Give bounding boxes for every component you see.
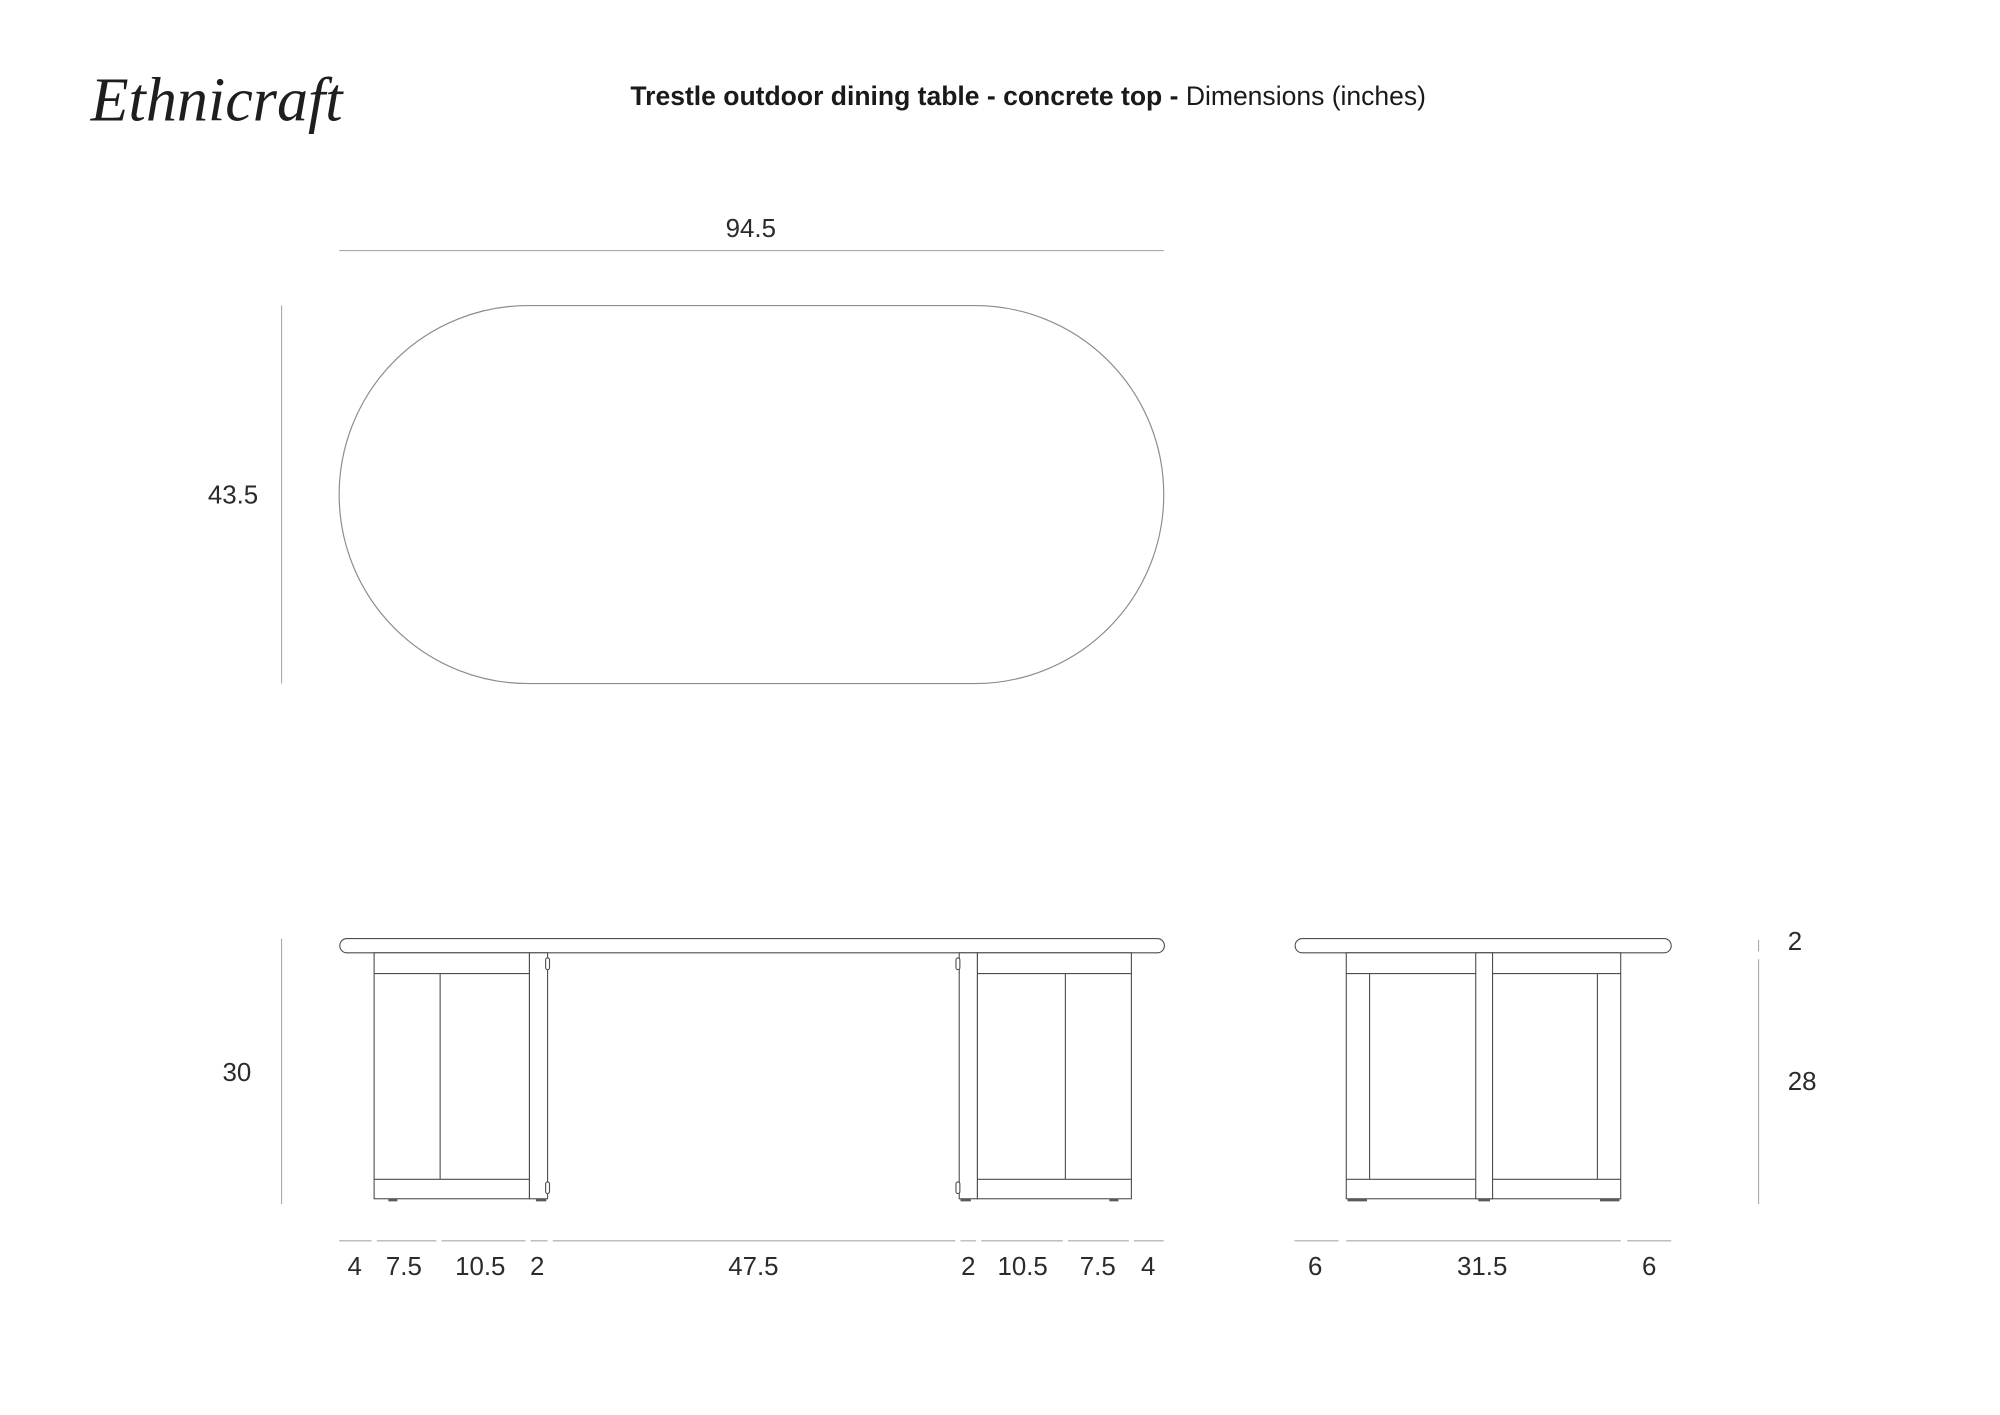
height-dimension-label: 30 <box>222 1058 252 1087</box>
segment-dimension-label: 2 <box>961 1253 976 1282</box>
top-thickness-dimension-label: 2 <box>1787 928 1803 957</box>
bolt-cap <box>956 1182 960 1194</box>
tabletop-plan-outline <box>339 306 1164 684</box>
header <box>90 66 1426 134</box>
top-view <box>208 215 1164 684</box>
segment-dimension-label: 47.5 <box>728 1253 779 1282</box>
title-dimensions-caption: Dimensions (inches) <box>1185 80 1427 111</box>
segment-dimension-label: 31.5 <box>1457 1253 1508 1282</box>
segment-dimension-label: 10.5 <box>997 1253 1048 1282</box>
depth-dimension-label: 43.5 <box>207 481 259 510</box>
foot-pad <box>1600 1199 1619 1202</box>
center-post <box>1476 953 1493 1199</box>
segment-dimension-label: 2 <box>530 1253 545 1282</box>
left-trestle <box>374 953 549 1202</box>
ethnicraft-logo: Ethnicraft <box>90 66 343 135</box>
foot-pad <box>1109 1199 1118 1202</box>
bolt-cap <box>546 958 550 970</box>
side-view <box>1294 928 1816 1281</box>
front-view <box>223 939 1165 1282</box>
foot-pad <box>961 1199 971 1202</box>
tabletop-side-profile <box>1295 939 1671 953</box>
segment-dimension-label: 4 <box>347 1253 362 1282</box>
segment-dimension-label: 7.5 <box>385 1253 422 1282</box>
right-trestle <box>956 953 1131 1202</box>
side-segment-dimensions <box>1294 1241 1671 1281</box>
segment-dimension-label: 10.5 <box>455 1253 506 1282</box>
trestle-post <box>529 953 547 1199</box>
tabletop-front-profile <box>340 939 1165 953</box>
foot-pad <box>1348 1199 1367 1202</box>
trestle-frame <box>374 953 529 1199</box>
foot-pad <box>1478 1199 1490 1202</box>
trestle-frame <box>977 953 1131 1199</box>
foot-pad <box>388 1199 397 1202</box>
page-title <box>630 81 1426 111</box>
bolt-cap <box>546 1182 550 1194</box>
bolt-cap <box>956 958 960 970</box>
front-segment-dimensions <box>339 1241 1164 1281</box>
segment-dimension-label: 6 <box>1308 1253 1323 1282</box>
title-product-name: Trestle outdoor dining table - concrete top - <box>630 80 1179 111</box>
segment-dimension-label: 7.5 <box>1079 1253 1116 1282</box>
segment-dimension-label: 4 <box>1141 1253 1156 1282</box>
base-height-dimension-label: 28 <box>1787 1068 1817 1097</box>
segment-dimension-label: 6 <box>1641 1253 1657 1282</box>
foot-pad <box>536 1199 546 1202</box>
trestle-post <box>959 953 977 1199</box>
length-dimension-label: 94.5 <box>725 214 776 243</box>
